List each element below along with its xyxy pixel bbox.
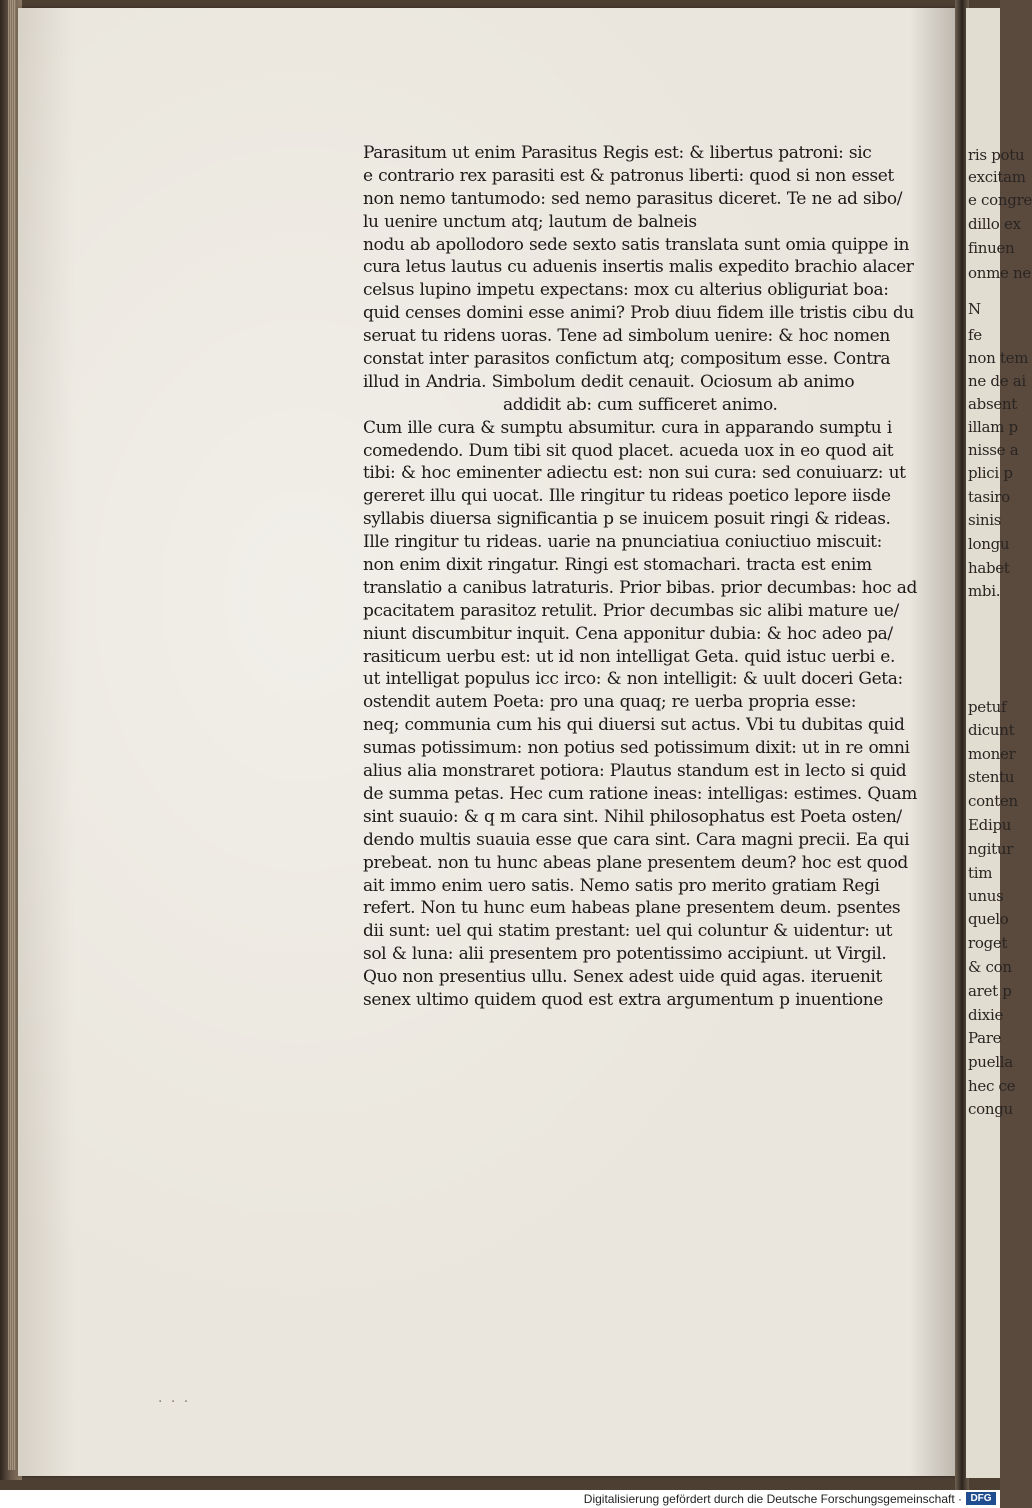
recto-text-line: Pare [968, 1029, 1002, 1047]
text-line: constat inter parasitos confictum atq; compositum esse. Contra [363, 349, 891, 370]
text-line: sol & luna: alii presentem pro potentissimo accipiunt. ut Virgil. [363, 944, 887, 965]
recto-text-line: congu [968, 1100, 1013, 1118]
text-line: gereret illu qui uocat. Ille ringitur tu rideas poetico lepore iisde [363, 486, 891, 507]
verso-page [18, 8, 966, 1476]
text-line: ut intelligat populus icc irco: & non intelligit: & uult doceri Geta: [363, 669, 903, 690]
text-line: dendo multis suauia esse que cara sint. Cara magni precii. Ea qui [363, 829, 910, 850]
recto-text-line: Edipu [968, 816, 1012, 834]
recto-text-line: tim [968, 864, 993, 882]
text-line: tibi: & hoc eminenter adiectu est: non sui cura: sed conuiuarz: ut [363, 463, 906, 484]
recto-text-line: illam p [968, 418, 1018, 436]
recto-text-line: conten [968, 792, 1018, 810]
recto-text-line: dicunt [968, 721, 1015, 739]
recto-text-line: moner [968, 745, 1016, 763]
recto-text-line: tasiro [968, 488, 1010, 506]
recto-text-line: ris potu [968, 146, 1025, 164]
recto-text-line: & con [968, 958, 1012, 976]
text-line: ait immo enim uero satis. Nemo satis pro merito gratiam Regi [363, 875, 880, 896]
text-line: lu uenire unctum atq; lautum de balneis [363, 211, 697, 232]
recto-text-line: hec ce [968, 1077, 1016, 1095]
recto-text-line: dillo ex [968, 215, 1021, 233]
text-line: comedendo. Dum tibi sit quod placet. acueda uox in eo quod ait [363, 440, 894, 461]
text-line: sumas potissimum: non potius sed potissimum dixit: ut in re omni [363, 738, 910, 759]
text-line: syllabis diuersa significantia p se inuicem posuit ringi & rideas. [363, 509, 891, 530]
footer-bar [0, 1490, 1000, 1508]
bottom-mark: · · · [158, 1394, 191, 1410]
text-line: Ille ringitur tu rideas. uarie na pnunciatiua coniuctiuo miscuit: [363, 532, 882, 553]
recto-page-fragment [966, 8, 1032, 1478]
recto-text-line: mbi. [968, 582, 1001, 600]
recto-text-line: longu [968, 535, 1010, 553]
text-line: refert. Non tu hunc eum habeas plane presentem deum. psentes [363, 898, 901, 919]
text-line: alius alia monstraret potiora: Plautus standum est in lecto si quid [363, 761, 907, 782]
text-line: dii sunt: uel qui statim prestant: uel qui coluntur & uidentur: ut [363, 921, 893, 942]
text-line: pcacitatem parasitoz retulit. Prior decumbas sic alibi mature ue/ [363, 600, 899, 621]
text-line: senex ultimo quidem quod est extra argumentum p inuentione [363, 989, 883, 1010]
recto-text-line: roget [968, 934, 1008, 952]
text-line: cura letus lautus cu aduenis insertis malis expedito brachio alacer [363, 257, 914, 278]
recto-text-line: N [968, 300, 981, 318]
text-line: addidit ab: cum sufficeret animo. [503, 394, 778, 415]
text-line: neq; communia cum his qui diuersi sut actus. Vbi tu dubitas quid [363, 715, 905, 736]
recto-text-line: sinis [968, 511, 1002, 529]
text-line: celsus lupino impetu expectans: mox cu alterius obliguriat boa: [363, 280, 889, 301]
page-edges [8, 0, 16, 1470]
text-line: rasiticum uerbu est: ut id non intelligat Geta. quid istuc uerbi e. [363, 646, 895, 667]
recto-text-line: quelo [968, 910, 1009, 928]
main-text-block [363, 142, 928, 1012]
recto-text-line: onme ne [968, 264, 1031, 282]
recto-text-line: e congre [968, 191, 1032, 209]
recto-text-line: finuen [968, 239, 1015, 257]
recto-text-line: puella [968, 1053, 1013, 1071]
text-line: sint suauio: & q m cara sint. Nihil philosophatus est Poeta osten/ [363, 806, 902, 827]
text-line: seruat tu ridens uoras. Tene ad simbolum uenire: & hoc nomen [363, 326, 890, 347]
recto-text-line: petuf [968, 698, 1007, 716]
text-line: translatio a canibus latraturis. Prior bibas. prior decumbas: hoc ad [363, 577, 918, 598]
recto-text-line: ne de ai [968, 372, 1026, 390]
recto-text-line: dixie [968, 1006, 1004, 1024]
text-line: niunt discumbitur inquit. Cena apponitur dubia: & hoc adeo pa/ [363, 623, 893, 644]
text-line: prebeat. non tu hunc abeas plane presentem deum? hoc est quod [363, 852, 908, 873]
text-line: nodu ab apollodoro sede sexto satis translata sunt omia quippe in [363, 234, 910, 255]
recto-text-line: non tem [968, 349, 1029, 367]
recto-text-line: unus [968, 887, 1004, 905]
recto-text-line: habet [968, 559, 1010, 577]
text-line: quid censes domini esse animi? Prob diuu fidem ille tristis cibu du [363, 303, 914, 324]
recto-text-line: absent [968, 395, 1018, 413]
recto-text-line: plici p [968, 464, 1013, 482]
footer-credit: Digitalisierung gefördert durch die Deutsche Forschungsgemeinschaft · [583, 1492, 962, 1506]
text-line: Quo non presentius ullu. Senex adest uide quid agas. iteruenit [363, 967, 882, 988]
dfg-logo: DFG [966, 1492, 996, 1505]
recto-text-line: stentu [968, 768, 1015, 786]
recto-text-line: nisse a [968, 441, 1019, 459]
text-line: e contrario rex parasiti est & patronus liberti: quod si non esset [363, 165, 894, 186]
recto-text-line: excitam [968, 168, 1026, 186]
recto-text-line: aret p [968, 982, 1012, 1000]
text-line: ostendit autem Poeta: pro una quaq; re uerba propria esse: [363, 692, 857, 713]
recto-text-line: ngitur [968, 840, 1014, 858]
recto-text-line: fe [968, 326, 982, 344]
text-line: Parasitum ut enim Parasitus Regis est: & libertus patroni: sic [363, 143, 872, 163]
text-line: non nemo tantumodo: sed nemo parasitus diceret. Te ne ad sibo/ [363, 188, 903, 209]
text-line: non enim dixit ringatur. Ringi est stomachari. tracta est enim [363, 555, 872, 576]
text-line: de summa petas. Hec cum ratione ineas: intelligas: estimes. Quam [363, 783, 917, 804]
text-line: Cum ille cura & sumptu absumitur. cura in apparando sumptu i [363, 417, 892, 438]
text-line: illud in Andria. Simbolum dedit cenauit. Ociosum ab animo [363, 371, 855, 392]
